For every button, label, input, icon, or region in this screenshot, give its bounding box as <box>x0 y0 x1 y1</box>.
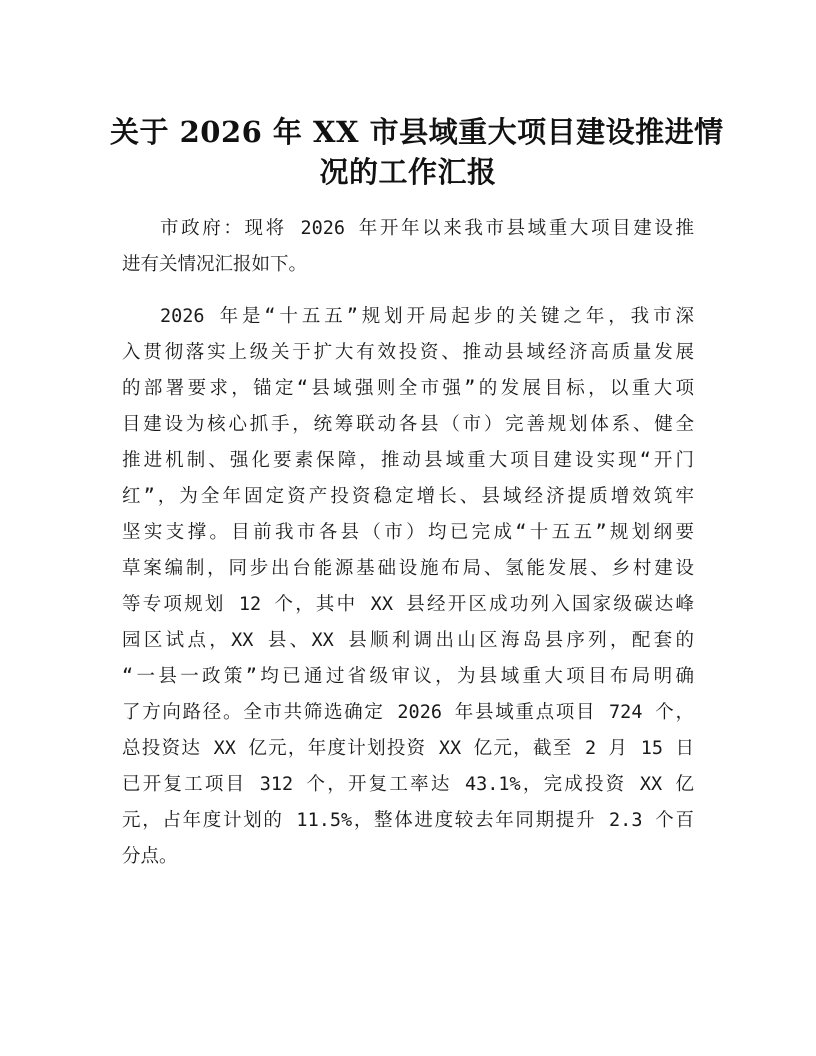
paragraph-line: 市政府：现将 2026 年开年以来我市县域重大项目建设推 <box>160 218 694 239</box>
paragraph-line: 总投资达 XX 亿元，年度计划投资 XX 亿元，截至 2 月 15 日 <box>122 738 694 759</box>
paragraph-line: 分点。 <box>122 846 178 867</box>
paragraph-line: 了方向路径。全市共筛选确定 2026 年县域重点项目 724 个， <box>122 702 694 723</box>
title-line-1: 关于 2026 年 XX 市县域重大项目建设推进情 <box>110 115 724 149</box>
paragraph-line: 入贯彻落实上级关于扩大有效投资、推动县域经济高质量发展 <box>122 342 694 363</box>
paragraph-line: 2026 年是“十五五”规划开局起步的关键之年，我市深 <box>160 306 694 327</box>
paragraph-line: 已开复工项目 312 个，开复工率达 43.1%，完成投资 XX 亿 <box>122 774 694 795</box>
document-title <box>110 112 724 192</box>
paragraph-line: 坚实支撑。目前我市各县（市）均已完成“十五五”规划纲要 <box>122 522 694 543</box>
paragraph-line: 的部署要求，锚定“县域强则全市强”的发展目标，以重大项 <box>122 378 694 399</box>
paragraph-line: “一县一政策”均已通过省级审议，为县域重大项目布局明确 <box>122 666 694 687</box>
paragraph-line: 草案编制，同步出台能源基础设施布局、氢能发展、乡村建设 <box>122 558 694 579</box>
paragraph-line: 推进机制、强化要素保障，推动县域重大项目建设实现“开门 <box>122 450 694 471</box>
main-paragraph <box>122 299 694 875</box>
paragraph-line: 园区试点，XX 县、XX 县顺利调出山区海岛县序列，配套的 <box>122 630 694 651</box>
paragraph-line: 进有关情况汇报如下。 <box>122 254 308 275</box>
intro-paragraph <box>122 211 694 283</box>
title-line-2: 况的工作汇报 <box>319 155 497 189</box>
paragraph-line: 元，占年度计划的 11.5%，整体进度较去年同期提升 2.3 个百 <box>122 810 694 831</box>
paragraph-line: 目建设为核心抓手，统筹联动各县（市）完善规划体系、健全 <box>122 414 694 435</box>
paragraph-line: 红”，为全年固定资产投资稳定增长、县域经济提质增效筑牢 <box>122 486 694 507</box>
paragraph-line: 等专项规划 12 个，其中 XX 县经开区成功列入国家级碳达峰 <box>122 594 694 615</box>
